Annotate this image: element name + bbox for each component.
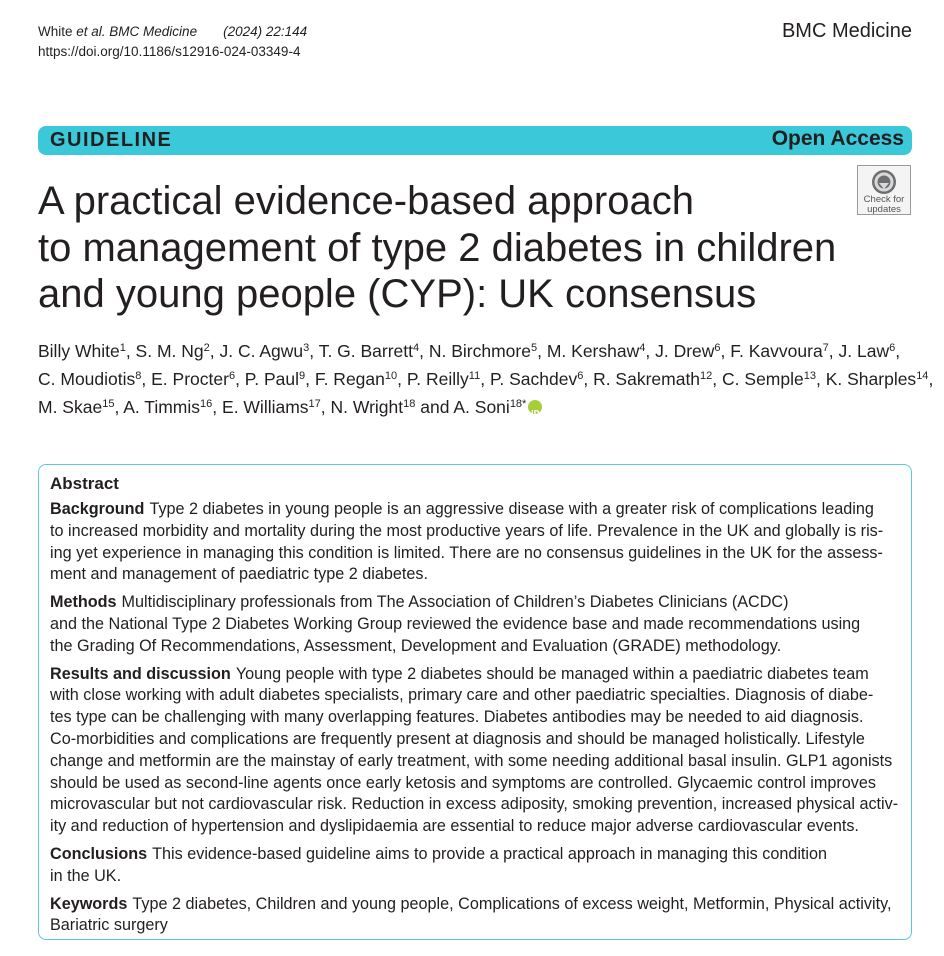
section-label: Keywords — [50, 894, 128, 913]
author-list — [38, 336, 934, 420]
check-for-updates-badge[interactable] — [857, 165, 911, 215]
author-affiliation: 6 — [228, 370, 236, 382]
text-line: to increased morbidity and mortality during the most productive years of life. Prevalence in the UK and globally is ris- — [50, 521, 884, 540]
author-name: J. C. Agwu — [219, 341, 304, 361]
section-label: Results and discussion — [50, 664, 231, 683]
text-line: This evidence-based guideline aims to provide a practical approach in managing this condition — [152, 844, 828, 863]
author-conjunction: and — [420, 397, 450, 417]
citation-line — [38, 22, 307, 42]
open-access-label: Open Access — [771, 127, 904, 150]
text-line: Co-morbidities and complications are frequently present at diagnosis and should be managed holistically. Lifestyle — [50, 729, 865, 748]
abstract-box — [38, 464, 912, 940]
author-affiliation: 18 — [403, 398, 416, 410]
author-affiliation: 5 — [530, 342, 538, 354]
article-title — [38, 178, 858, 318]
text-line: tes type can be challenging with many overlapping features. Diabetes antibodies may be needed to aid diagnosis. — [50, 708, 864, 727]
orcid-icon[interactable] — [528, 400, 542, 414]
badge-text-2: updates — [867, 204, 901, 215]
author-name: C. Semple — [722, 369, 804, 389]
author-name: A. Timmis — [123, 397, 201, 417]
abstract-keywords — [50, 894, 899, 938]
abstract-background — [50, 499, 899, 586]
text-line: ing yet experience in managing this condition is limited. There are no consensus guidelines in the UK for the assess- — [50, 543, 883, 562]
text-line: Multidisciplinary professionals from The Association of Children’s Diabetes Clinicians (ACDC) — [121, 593, 789, 612]
text-line: Young people with type 2 diabetes should be managed within a paediatric diabetes team — [235, 664, 869, 683]
citation-year: (2024) 22:144 — [223, 24, 308, 39]
badge-text-1: Check for — [863, 194, 905, 205]
section-label: Background — [50, 500, 145, 518]
text-line: microvascular but not cardiovascular risk. Reduction in excess adiposity, smoking prevention, increased physical activ- — [50, 795, 899, 814]
author-affiliation: 6 — [577, 370, 584, 382]
author-name: N. Wright — [330, 397, 404, 417]
author-affiliation: 11 — [468, 370, 481, 382]
author-affiliation: 8 — [135, 370, 142, 382]
abstract-methods — [50, 592, 899, 657]
citation-journal: BMC Medicine — [105, 24, 198, 39]
author-affiliation: 4 — [639, 342, 646, 354]
author-name: M. Kershaw — [546, 341, 640, 361]
author-name: P. Paul — [244, 369, 299, 389]
author-affiliation: 3 — [303, 342, 310, 354]
citation-etal: et al. — [76, 24, 106, 39]
text-line: and the National Type 2 Diabetes Working Group reviewed the evidence base and made recommendations using — [50, 614, 861, 633]
abstract-heading: Abstract — [50, 474, 119, 493]
abstract-results — [50, 664, 899, 838]
author-affiliation: 7 — [822, 342, 829, 354]
author-name: S. M. Ng — [135, 341, 204, 361]
author-affiliation: 10 — [384, 370, 398, 382]
author-line: Billy White$^1$, S. M. Ng$^2$, J. C. Agwu$^3$, T. G. Barrett$^4$, N. Birchmore$^5$, M. Kershaw$^4$, J. Drew$^6$, F. Kavvoura$^7$, J. Law$^6$, — [38, 341, 901, 361]
text-line: Type 2 diabetes, Children and young people, Complications of excess weight, Metformin, Physical activity, — [132, 894, 892, 913]
author-affiliation: 14 — [916, 370, 929, 382]
journal-name: BMC Medicine — [781, 20, 912, 42]
author-name: C. Moudiotis — [38, 369, 136, 389]
author-name: A. Soni — [453, 397, 510, 417]
author-affiliation: 15 — [102, 398, 115, 410]
text-line: the Grading Of Recommendations, Assessment, Development and Evaluation (GRADE) methodology. — [50, 636, 782, 655]
author-name: R. Sakremath — [593, 369, 701, 389]
author-name: Billy White — [38, 341, 120, 361]
check-updates-icon — [871, 169, 897, 195]
article-type-banner — [38, 126, 912, 155]
author-affiliation: 17 — [308, 398, 321, 410]
text-line: Type 2 diabetes in young people is an aggressive disease with a greater risk of complications leading — [149, 500, 874, 518]
author-affiliation: 6 — [714, 342, 721, 354]
author-name: P. Reilly — [406, 369, 469, 389]
author-affiliation: 6 — [889, 342, 896, 354]
author-name: J. Law — [838, 341, 890, 361]
author-name: M. Skae — [38, 397, 103, 417]
text-line: Bariatric surgery — [50, 916, 168, 935]
author-name: E. Williams — [222, 397, 309, 417]
author-name: K. Sharples — [825, 369, 917, 389]
author-name: F. Kavvoura — [730, 341, 823, 361]
text-line: change and metformin are the mainstay of early treatment, with some needing additional basal insulin. GLP1 agonists — [50, 751, 893, 770]
author-affiliation: 16 — [200, 398, 213, 410]
text-line: with close working with adult diabetes specialists, primary care and other paediatric specialties. Diagnosis of diabe- — [50, 686, 874, 705]
title-line: to management of type 2 diabetes in children — [38, 225, 837, 270]
author-name: J. Drew — [655, 341, 715, 361]
author-name: E. Procter — [151, 369, 229, 389]
author-affiliation: 4 — [413, 342, 420, 354]
author-affiliation: 13 — [803, 370, 816, 382]
author-line: M. Skae$^{15}$, A. Timmis$^{16}$, E. Williams$^{17}$, N. Wright$^{18}$ and A. Soni$^{18*}$iD — [38, 392, 918, 420]
article-type: GUIDELINE — [50, 129, 173, 151]
author-affiliation: 1 — [119, 342, 126, 354]
author-affiliation: 2 — [203, 342, 210, 354]
text-line: should be used as second-line agents once early ketosis and symptoms are controlled. Glycaemic control improves — [50, 773, 876, 792]
author-name: N. Birchmore — [428, 341, 531, 361]
author-affiliation: 18* — [509, 398, 527, 410]
author-affiliation: 9 — [298, 370, 306, 382]
citation-authors: White — [38, 24, 77, 39]
author-name: P. Sachdev — [489, 369, 578, 389]
text-line: in the UK. — [50, 866, 122, 885]
author-name: F. Regan — [314, 369, 385, 389]
title-line: A practical evidence-based approach — [38, 179, 694, 223]
doi-link[interactable]: https://doi.org/10.1186/s12916-024-03349-4 — [38, 44, 301, 59]
author-affiliation: 12 — [700, 370, 713, 382]
text-line: ity and reduction of hypertension and dyslipidaemia are essential to reduce major adverse cardiovascular events. — [50, 817, 859, 836]
citation-header — [38, 22, 307, 62]
section-label: Methods — [50, 593, 117, 612]
abstract-conclusions — [50, 844, 899, 888]
section-label: Conclusions — [50, 844, 148, 863]
author-name: T. G. Barrett — [318, 341, 414, 361]
author-line: C. Moudiotis$^8$, E. Procter$^6$, P. Paul$^9$, F. Regan$^{10}$, P. Reilly$^{11}$, P. Sachdev$^6$, R. Sakremath$^{12}$, C. Semple$^{13}$, K. Sharples$^{14}$, — [38, 369, 934, 389]
text-line: ment and management of paediatric type 2 diabetes. — [50, 565, 428, 584]
title-line: and young people (CYP): UK consensus — [38, 272, 757, 316]
